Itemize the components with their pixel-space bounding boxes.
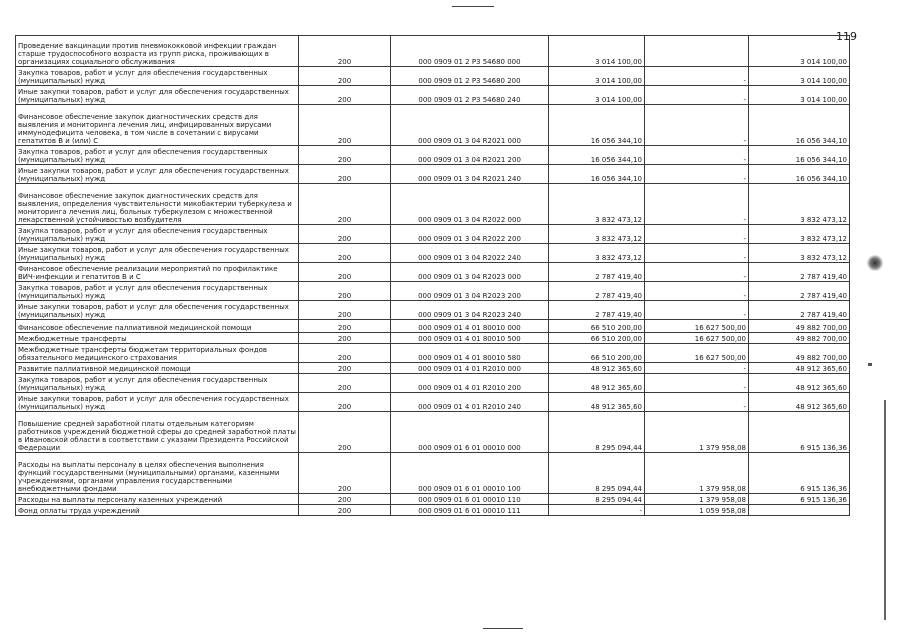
row-change-amount: 1 379 958,08 (645, 412, 749, 453)
row-change-amount: 16 627 500,00 (645, 344, 749, 363)
table-row (16, 67, 850, 86)
row-approved-amount: - (549, 505, 645, 516)
row-approved-amount: 48 912 365,60 (549, 393, 645, 412)
row-name: Расходы на выплаты персоналу казенных учреждений (16, 494, 299, 505)
row-code: 200 (299, 165, 391, 184)
row-approved-amount: 3 014 100,00 (549, 86, 645, 105)
row-total-amount: 49 882 700,00 (749, 320, 850, 333)
row-kbk: 000 0909 01 3 04 R2022 000 (391, 184, 549, 225)
row-total-amount: 3 832 473,12 (749, 244, 850, 263)
row-code: 200 (299, 505, 391, 516)
row-total-amount: 49 882 700,00 (749, 344, 850, 363)
row-name: Иные закупки товаров, работ и услуг для обеспечения государственных (муниципальных) нужд (16, 244, 299, 263)
row-code: 200 (299, 225, 391, 244)
row-kbk: 000 0909 01 4 01 R2010 000 (391, 363, 549, 374)
row-code: 200 (299, 393, 391, 412)
row-total-amount: 3 014 100,00 (749, 86, 850, 105)
table-row (16, 36, 850, 67)
row-kbk: 000 0909 01 4 01 R2010 200 (391, 374, 549, 393)
row-approved-amount: 66 510 200,00 (549, 344, 645, 363)
row-code: 200 (299, 146, 391, 165)
row-name: Иные закупки товаров, работ и услуг для обеспечения государственных (муниципальных) нужд (16, 86, 299, 105)
row-total-amount: 3 014 100,00 (749, 67, 850, 86)
row-name: Расходы на выплаты персоналу в целях обеспечения выполнения функций государственными (муниципальными) органами, казенными учреждениями, органами управления государственными внебюджетными фондами (16, 453, 299, 494)
row-total-amount: 48 912 365,60 (749, 363, 850, 374)
row-approved-amount: 66 510 200,00 (549, 320, 645, 333)
table-row (16, 505, 850, 516)
row-code: 200 (299, 320, 391, 333)
row-approved-amount: 16 056 344,10 (549, 165, 645, 184)
row-kbk: 000 0909 01 6 01 00010 100 (391, 453, 549, 494)
row-name: Закупка товаров, работ и услуг для обеспечения государственных (муниципальных) нужд (16, 225, 299, 244)
table-row (16, 344, 850, 363)
row-kbk: 000 0909 01 6 01 00010 111 (391, 505, 549, 516)
row-kbk: 000 0909 01 3 04 R2021 200 (391, 146, 549, 165)
row-approved-amount: 8 295 094,44 (549, 453, 645, 494)
row-change-amount (645, 36, 749, 67)
row-kbk: 000 0909 01 2 P3 54680 000 (391, 36, 549, 67)
row-code: 200 (299, 494, 391, 505)
table-row (16, 374, 850, 393)
row-code: 200 (299, 184, 391, 225)
table-row (16, 282, 850, 301)
row-total-amount: 3 832 473,12 (749, 184, 850, 225)
row-change-amount: 1 379 958,08 (645, 453, 749, 494)
table-row (16, 412, 850, 453)
row-name: Закупка товаров, работ и услуг для обеспечения государственных (муниципальных) нужд (16, 146, 299, 165)
page-number: 119 (836, 30, 857, 43)
row-name: Развитие паллиативной медицинской помощи (16, 363, 299, 374)
row-name: Иные закупки товаров, работ и услуг для обеспечения государственных (муниципальных) нужд (16, 165, 299, 184)
row-change-amount: - (645, 67, 749, 86)
row-approved-amount: 3 832 473,12 (549, 244, 645, 263)
row-name: Межбюджетные трансферты бюджетам территориальных фондов обязательного медицинского страхования (16, 344, 299, 363)
row-approved-amount: 8 295 094,44 (549, 494, 645, 505)
row-code: 200 (299, 263, 391, 282)
row-kbk: 000 0909 01 3 04 R2021 240 (391, 165, 549, 184)
row-change-amount: - (645, 184, 749, 225)
row-code: 200 (299, 105, 391, 146)
row-change-amount: 1 379 958,08 (645, 494, 749, 505)
row-code: 200 (299, 363, 391, 374)
table-row (16, 393, 850, 412)
bottom-rule (483, 628, 523, 629)
row-name: Финансовое обеспечение реализации мероприятий по профилактике ВИЧ-инфекции и гепатитов В и С (16, 263, 299, 282)
row-change-amount: - (645, 374, 749, 393)
row-total-amount: 6 915 136,36 (749, 494, 850, 505)
row-code: 200 (299, 282, 391, 301)
row-approved-amount: 2 787 419,40 (549, 301, 645, 320)
row-kbk: 000 0909 01 3 04 R2022 240 (391, 244, 549, 263)
row-code: 200 (299, 333, 391, 344)
row-approved-amount: 3 832 473,12 (549, 184, 645, 225)
table-row (16, 320, 850, 333)
row-code: 200 (299, 344, 391, 363)
row-kbk: 000 0909 01 4 01 80010 580 (391, 344, 549, 363)
table-row (16, 244, 850, 263)
row-total-amount: 6 915 136,36 (749, 453, 850, 494)
scan-speck (868, 363, 872, 366)
table-row (16, 225, 850, 244)
row-name: Фонд оплаты труда учреждений (16, 505, 299, 516)
row-change-amount: - (645, 146, 749, 165)
row-kbk: 000 0909 01 3 04 R2023 000 (391, 263, 549, 282)
row-change-amount: - (645, 225, 749, 244)
row-total-amount: 2 787 419,40 (749, 301, 850, 320)
row-total-amount: 2 787 419,40 (749, 263, 850, 282)
row-name: Иные закупки товаров, работ и услуг для обеспечения государственных (муниципальных) нужд (16, 393, 299, 412)
row-approved-amount: 16 056 344,10 (549, 105, 645, 146)
row-kbk: 000 0909 01 6 01 00010 110 (391, 494, 549, 505)
row-code: 200 (299, 36, 391, 67)
row-name: Проведение вакцинации против пневмококковой инфекции граждан старше трудоспособного возраста из групп риска, проживающих в организациях социального обслуживания (16, 36, 299, 67)
row-name: Повышение средней заработной платы отдельным категориям работников учреждений бюджетной сферы до средней заработной платы в Ивановской области в соответствии с указами Президента Российской Федерации (16, 412, 299, 453)
row-kbk: 000 0909 01 6 01 00010 000 (391, 412, 549, 453)
row-change-amount: - (645, 244, 749, 263)
row-name: Финансовое обеспечение закупок диагностических средств для выявления и мониторинга лечения лиц, инфицированных вирусами иммунодефицита человека, в том числе в сочетании с вирусами гепатитов В и (или) С (16, 105, 299, 146)
budget-table (15, 35, 850, 516)
row-kbk: 000 0909 01 4 01 80010 000 (391, 320, 549, 333)
table-row (16, 146, 850, 165)
top-rule (452, 6, 494, 7)
table-row (16, 333, 850, 344)
table-row (16, 184, 850, 225)
row-code: 200 (299, 412, 391, 453)
row-change-amount: - (645, 86, 749, 105)
row-approved-amount: 3 832 473,12 (549, 225, 645, 244)
row-kbk: 000 0909 01 4 01 R2010 240 (391, 393, 549, 412)
row-total-amount: 6 915 136,36 (749, 412, 850, 453)
row-approved-amount: 48 912 365,60 (549, 363, 645, 374)
row-kbk: 000 0909 01 3 04 R2021 000 (391, 105, 549, 146)
row-change-amount: - (645, 301, 749, 320)
row-total-amount: 16 056 344,10 (749, 165, 850, 184)
table-row (16, 86, 850, 105)
row-code: 200 (299, 301, 391, 320)
table-row (16, 363, 850, 374)
row-approved-amount: 16 056 344,10 (549, 146, 645, 165)
row-approved-amount: 66 510 200,00 (549, 333, 645, 344)
row-change-amount: 16 627 500,00 (645, 333, 749, 344)
scan-edge-mark (884, 400, 886, 620)
row-kbk: 000 0909 01 3 04 R2023 200 (391, 282, 549, 301)
row-name: Финансовое обеспечение паллиативной медицинской помощи (16, 320, 299, 333)
row-total-amount: 49 882 700,00 (749, 333, 850, 344)
row-code: 200 (299, 86, 391, 105)
table-row (16, 105, 850, 146)
row-change-amount: 16 627 500,00 (645, 320, 749, 333)
row-name: Закупка товаров, работ и услуг для обеспечения государственных (муниципальных) нужд (16, 282, 299, 301)
row-name: Иные закупки товаров, работ и услуг для обеспечения государственных (муниципальных) нужд (16, 301, 299, 320)
row-name: Закупка товаров, работ и услуг для обеспечения государственных (муниципальных) нужд (16, 67, 299, 86)
table-row (16, 301, 850, 320)
row-approved-amount: 2 787 419,40 (549, 263, 645, 282)
row-change-amount: - (645, 263, 749, 282)
table-row (16, 453, 850, 494)
row-approved-amount: 3 014 100,00 (549, 67, 645, 86)
row-approved-amount: 48 912 365,60 (549, 374, 645, 393)
row-approved-amount: 8 295 094,44 (549, 412, 645, 453)
table-row (16, 165, 850, 184)
row-kbk: 000 0909 01 3 04 R2022 200 (391, 225, 549, 244)
row-approved-amount: 2 787 419,40 (549, 282, 645, 301)
table-row (16, 263, 850, 282)
row-total-amount: 48 912 365,60 (749, 374, 850, 393)
row-kbk: 000 0909 01 3 04 R2023 240 (391, 301, 549, 320)
row-name: Финансовое обеспечение закупок диагностических средств для выявления, определения чувствительности микобактерии туберкулеза и мониторинга лечения лиц, больных туберкулезом с множественной лекарственной устойчивостью возбудителя (16, 184, 299, 225)
row-change-amount: - (645, 282, 749, 301)
row-code: 200 (299, 244, 391, 263)
table-row (16, 494, 850, 505)
row-approved-amount: 3 014 100,00 (549, 36, 645, 67)
row-total-amount: 48 912 365,60 (749, 393, 850, 412)
row-change-amount: - (645, 105, 749, 146)
scan-speck (866, 255, 884, 271)
row-change-amount: - (645, 363, 749, 374)
row-total-amount: 3 832 473,12 (749, 225, 850, 244)
row-total-amount: 3 014 100,00 (749, 36, 850, 67)
row-change-amount: - (645, 165, 749, 184)
row-total-amount: 16 056 344,10 (749, 146, 850, 165)
row-kbk: 000 0909 01 2 P3 54680 200 (391, 67, 549, 86)
row-change-amount: 1 059 958,08 (645, 505, 749, 516)
row-total-amount (749, 505, 850, 516)
row-name: Межбюджетные трансферты (16, 333, 299, 344)
row-kbk: 000 0909 01 4 01 80010 500 (391, 333, 549, 344)
row-kbk: 000 0909 01 2 P3 54680 240 (391, 86, 549, 105)
row-name: Закупка товаров, работ и услуг для обеспечения государственных (муниципальных) нужд (16, 374, 299, 393)
row-code: 200 (299, 67, 391, 86)
row-total-amount: 2 787 419,40 (749, 282, 850, 301)
row-total-amount: 16 056 344,10 (749, 105, 850, 146)
row-change-amount: - (645, 393, 749, 412)
row-code: 200 (299, 374, 391, 393)
row-code: 200 (299, 453, 391, 494)
